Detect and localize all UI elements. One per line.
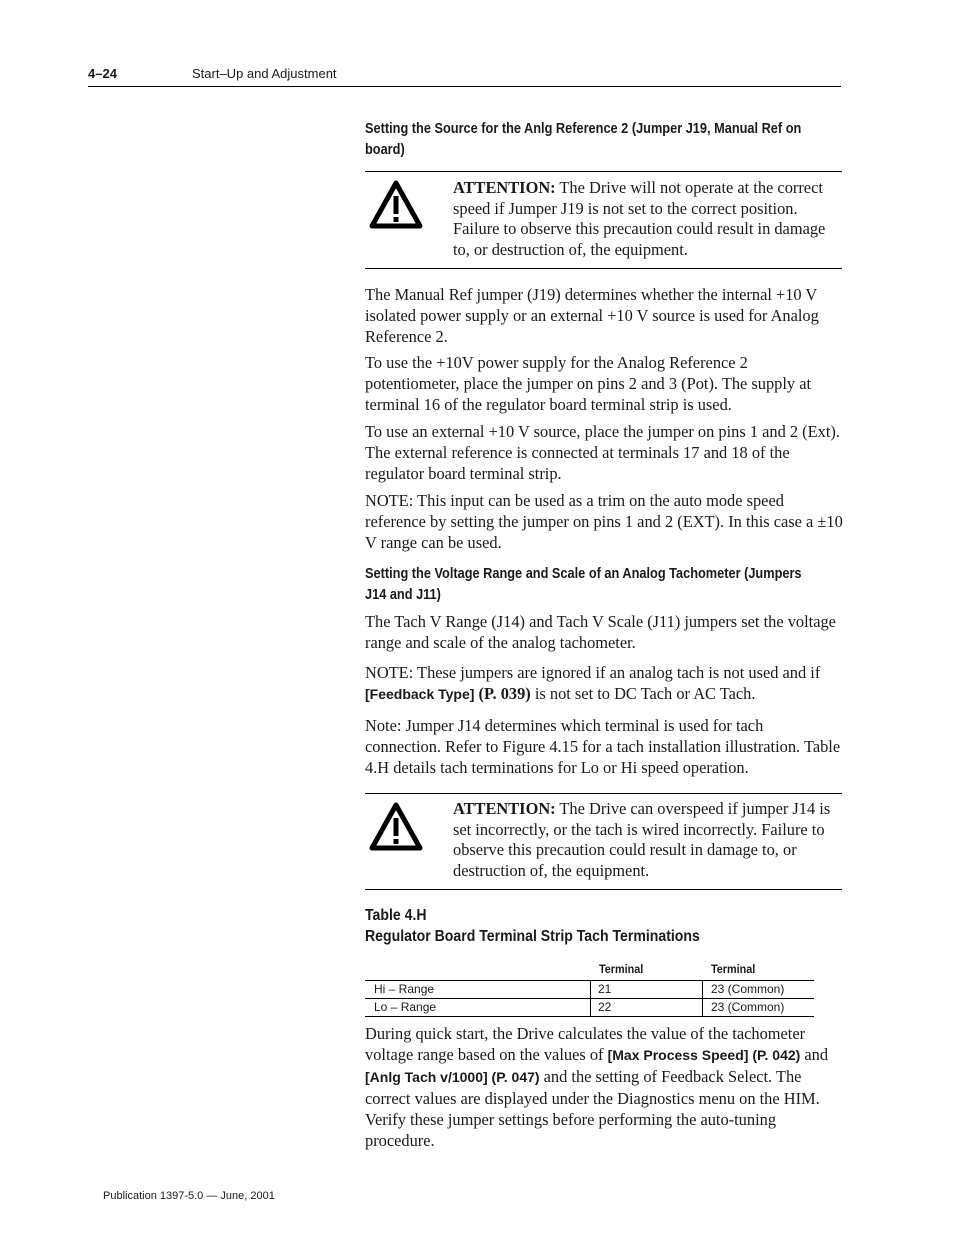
- table-column-divider: [702, 980, 703, 1016]
- table-cell: 23 (Common): [711, 982, 785, 996]
- attention-rule-top: [365, 171, 842, 172]
- table-column-divider: [590, 980, 591, 1016]
- paragraph: The Manual Ref jumper (J19) determines whether the internal +10 V isolated power supply or an external +10 V source is used for Analog Reference 2.: [365, 285, 819, 346]
- table-cell: 22: [598, 1000, 612, 1014]
- closing-text: and: [800, 1045, 829, 1064]
- paragraph: To use an external +10 V source, place the jumper on pins 1 and 2 (Ext). The external reference is connected at terminals 17 and 18 of the regulator board terminal strip.: [365, 422, 840, 483]
- table-caption-title: Regulator Board Terminal Strip Tach Terminations: [365, 928, 700, 945]
- attention-note-j14: [453, 799, 843, 881]
- table-caption-number: Table 4.H: [365, 907, 427, 924]
- closing-text: and the setting of Feedback Select. The correct values are displayed under the Diagnostics menu on the HIM. Verify these jumper settings before performing the auto-tuning procedure.: [365, 1067, 820, 1150]
- table-cell: Lo – Range: [374, 1000, 437, 1014]
- table-cell: 23 (Common): [711, 1000, 785, 1014]
- param-max-process-speed: [Max Process Speed] (P. 042): [607, 1047, 801, 1063]
- table-cell: 21: [598, 982, 612, 996]
- publication-footer: Publication 1397-5.0 — June, 2001: [103, 1190, 275, 1202]
- paragraph: Note: Jumper J14 determines which terminal is used for tach connection. Refer to Figure 4.15 for a tach installation illustration. Table 4.H details tach terminations for Lo or Hi speed operation.: [365, 716, 841, 777]
- table-rule: [365, 1016, 814, 1017]
- param-feedback-type: [Feedback Type]: [365, 686, 475, 702]
- paragraph: The Tach V Range (J14) and Tach V Scale (J11) jumpers set the voltage range and scale of the analog tachometer.: [365, 612, 836, 652]
- section-heading-tach: Setting the Voltage Range and Scale of an Analog Tachometer (Jumpers J14 and J11): [365, 566, 802, 603]
- attention-rule-bottom: [365, 268, 842, 269]
- closing-text: During quick start, the Drive calculates the value of the tachometer voltage range based on the values of: [365, 1024, 806, 1064]
- table-cell: Hi – Range: [374, 982, 435, 996]
- note-text: is not set to DC Tach or AC Tach.: [530, 684, 756, 703]
- attention-rule-bottom: [365, 889, 842, 890]
- table-header-terminal: Terminal: [711, 962, 756, 976]
- attention-rule-top: [365, 793, 842, 794]
- section-title: Start–Up and Adjustment: [192, 66, 337, 81]
- section-heading-anlg-ref: Setting the Source for the Anlg Reference 2 (Jumper J19, Manual Ref on board): [365, 121, 802, 158]
- header-rule: [88, 86, 841, 87]
- param-number: (P. 039): [474, 684, 531, 703]
- attention-text: The Drive will not operate at the correct speed if Jumper J19 is not set to the correct position. Failure to observe this precaution could result in damage to, or destruction of, the equipment.: [453, 178, 826, 259]
- attention-label: ATTENTION:: [453, 799, 556, 818]
- attention-text: The Drive can overspeed if jumper J14 is set incorrectly, or the tach is wired incorrectly. Failure to observe this precaution could result in damage to, or destruction of, the equipment.: [453, 799, 831, 880]
- page-number: 4–24: [88, 66, 117, 81]
- warning-icon: [369, 802, 423, 852]
- table-header-terminal: Terminal: [599, 962, 644, 976]
- note-paragraph: [365, 662, 843, 705]
- warning-icon: [369, 180, 423, 230]
- note-text: NOTE: These jumpers are ignored if an analog tach is not used and if: [365, 663, 821, 682]
- closing-paragraph: [365, 1023, 843, 1151]
- param-anlg-tach: [Anlg Tach v/1000] (P. 047): [365, 1069, 540, 1085]
- attention-note-j19: [453, 178, 843, 260]
- paragraph: To use the +10V power supply for the Analog Reference 2 potentiometer, place the jumper on pins 2 and 3 (Pot). The supply at terminal 16 of the regulator board terminal strip is used.: [365, 353, 812, 414]
- attention-label: ATTENTION:: [453, 178, 556, 197]
- paragraph: NOTE: This input can be used as a trim on the auto mode speed reference by setting the jumper on pins 1 and 2 (EXT). In this case a ±10 V range can be used.: [365, 491, 843, 552]
